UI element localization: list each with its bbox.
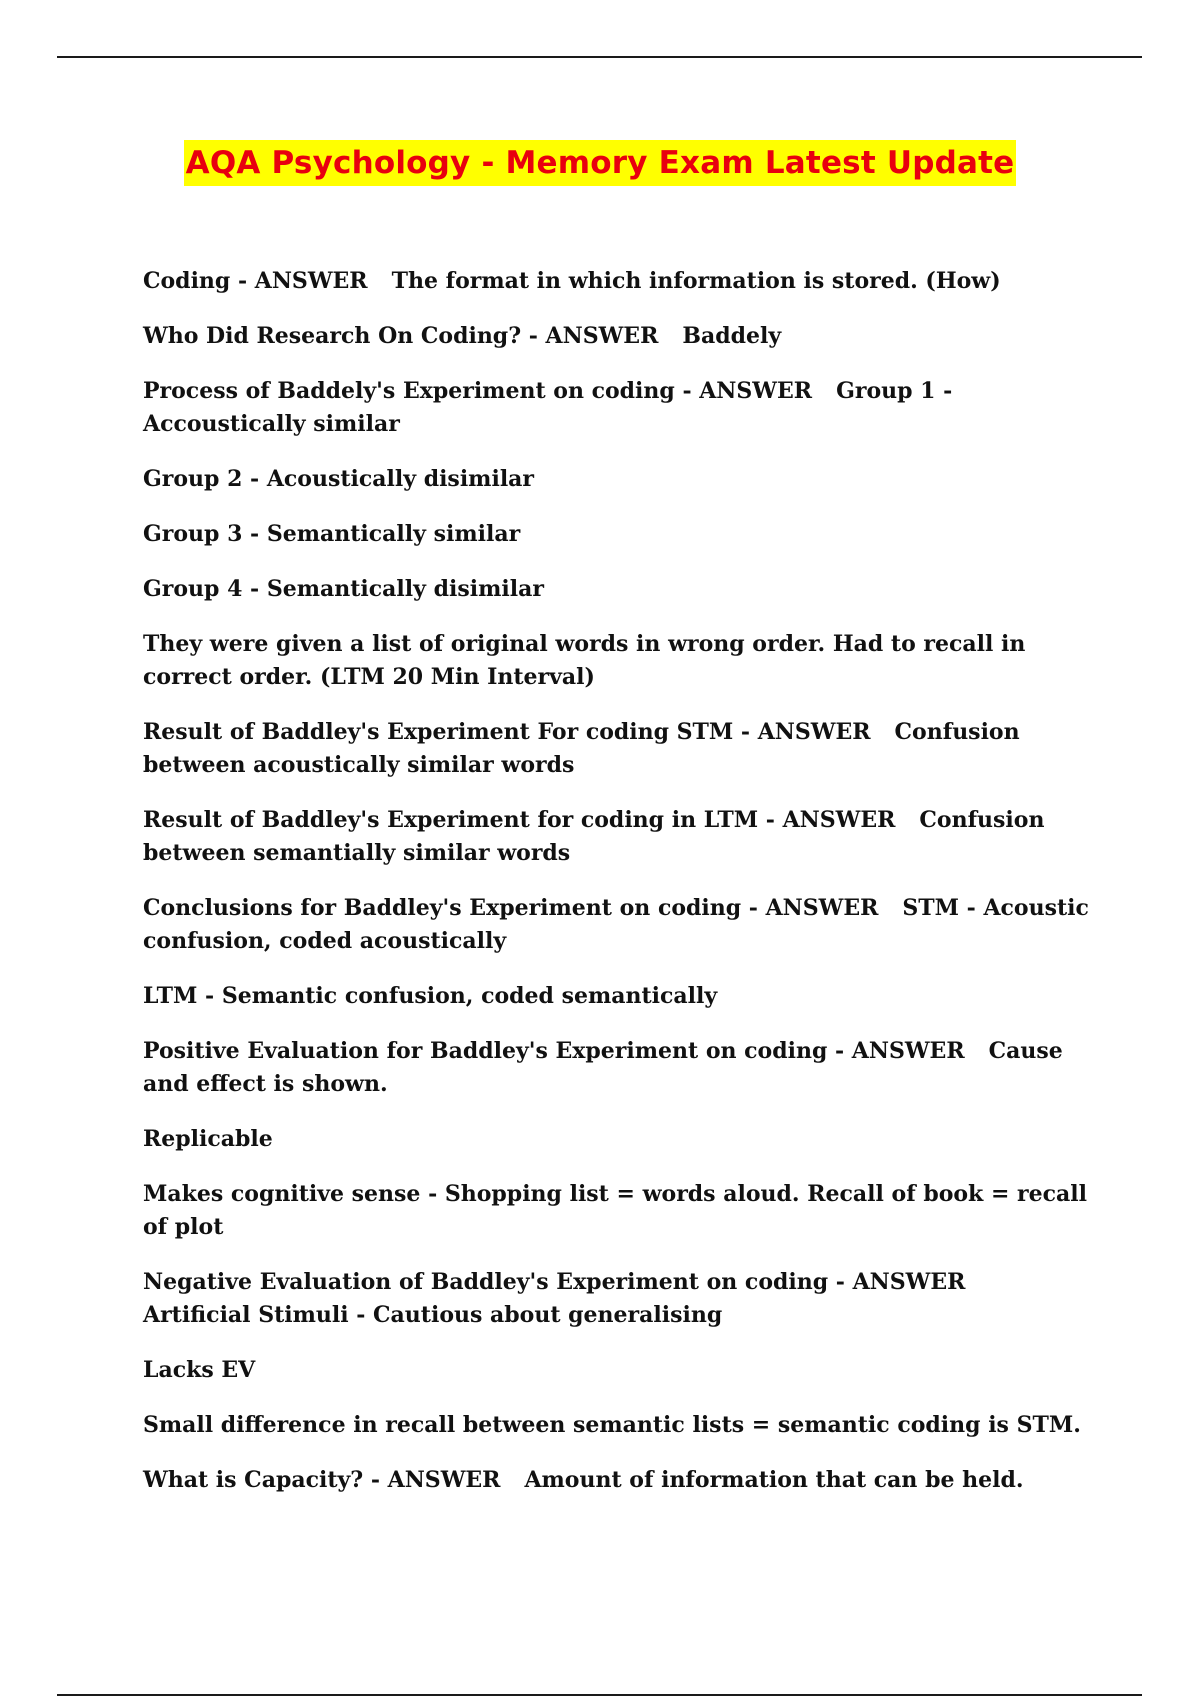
question-text: Positive Evaluation for Baddley's Experiment on coding - ANSWER	[143, 1038, 965, 1064]
answer-text: Replicable	[143, 1126, 273, 1152]
question-text: Negative Evaluation of Baddley's Experiment on coding - ANSWER	[143, 1269, 966, 1295]
answer-text: STM - Acoustic confusion, coded acoustically	[143, 895, 1089, 954]
answer-text: Confusion between semantially similar words	[143, 807, 1045, 866]
qa-entry	[143, 804, 1093, 870]
answer-continuation	[143, 1409, 1093, 1442]
answer-text: Group 1 - Accoustically similar	[143, 378, 953, 437]
question-text: Process of Baddely's Experiment on coding - ANSWER	[143, 378, 813, 404]
answer-text: Artificial Stimuli - Cautious about generalising	[143, 1302, 723, 1328]
answer-continuation	[143, 1123, 1093, 1156]
answer-text: Confusion between acoustically similar words	[143, 719, 1020, 778]
question-text: Conclusions for Baddley's Experiment on coding - ANSWER	[143, 895, 879, 921]
title-container	[0, 140, 1200, 186]
qa-entry	[143, 375, 1093, 441]
answer-continuation	[143, 518, 1093, 551]
qa-entry	[143, 1464, 1093, 1497]
question-text: Coding - ANSWER	[143, 268, 368, 294]
question-text: Result of Baddley's Experiment for coding in LTM - ANSWER	[143, 807, 896, 833]
qa-entry	[143, 716, 1093, 782]
answer-continuation	[143, 628, 1093, 694]
qa-entry	[143, 1035, 1093, 1101]
qa-entry	[143, 1266, 1093, 1332]
answer-continuation	[143, 980, 1093, 1013]
answer-text: LTM - Semantic confusion, coded semantically	[143, 983, 718, 1009]
qa-entry	[143, 320, 1093, 353]
answer-text: Lacks EV	[143, 1357, 256, 1383]
answer-text: Cause and effect is shown.	[143, 1038, 1063, 1097]
qa-content	[143, 265, 1093, 1519]
answer-continuation	[143, 1178, 1093, 1244]
answer-text: Amount of information that can be held.	[524, 1467, 1024, 1493]
answer-text: The format in which information is stored. (How)	[391, 268, 1001, 294]
answer-text: Group 4 - Semantically disimilar	[143, 576, 544, 602]
answer-text: Group 3 - Semantically similar	[143, 521, 521, 547]
answer-continuation	[143, 463, 1093, 496]
answer-text: Group 2 - Acoustically disimilar	[143, 466, 535, 492]
top-rule	[57, 56, 1142, 58]
answer-text: Small difference in recall between semantic lists = semantic coding is STM.	[143, 1412, 1081, 1438]
answer-continuation	[143, 1354, 1093, 1387]
question-text: Result of Baddley's Experiment For coding STM - ANSWER	[143, 719, 871, 745]
qa-entry	[143, 265, 1093, 298]
qa-entry	[143, 892, 1093, 958]
bottom-rule	[57, 1694, 1142, 1696]
question-text: Who Did Research On Coding? - ANSWER	[143, 323, 659, 349]
document-title: AQA Psychology - Memory Exam Latest Update	[184, 140, 1017, 186]
answer-text: Makes cognitive sense - Shopping list = words aloud. Recall of book = recall of plot	[143, 1181, 1087, 1240]
question-text: What is Capacity? - ANSWER	[143, 1467, 501, 1493]
answer-text: They were given a list of original words in wrong order. Had to recall in correct order. (LTM 20 Min Interval)	[143, 631, 1026, 690]
answer-continuation	[143, 573, 1093, 606]
answer-text: Baddely	[682, 323, 782, 349]
